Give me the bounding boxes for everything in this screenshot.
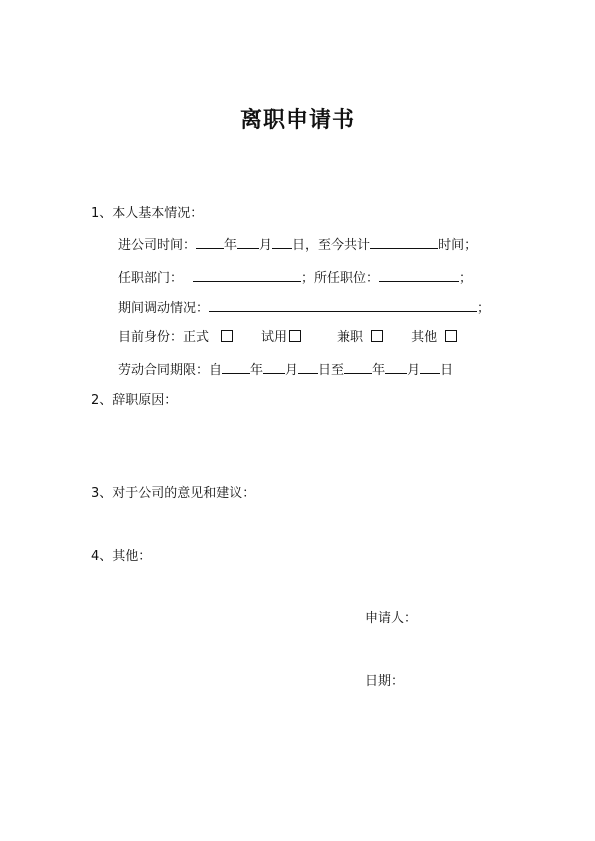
- join-year-blank[interactable]: [196, 235, 224, 249]
- date-label: 日期：: [365, 674, 405, 689]
- day-label: 日: [440, 363, 454, 378]
- section-2-heading: 2、辞职原因：: [91, 393, 178, 408]
- contract-start-month-blank[interactable]: [263, 360, 285, 374]
- month-label-3: 月: [407, 363, 421, 378]
- year-label-2: 年: [250, 363, 264, 378]
- join-date-label: 进公司时间：: [118, 238, 197, 253]
- tenure-blank[interactable]: [370, 235, 438, 249]
- position-blank[interactable]: [379, 268, 459, 282]
- join-day-blank[interactable]: [272, 235, 292, 249]
- checkbox-other[interactable]: [445, 330, 457, 342]
- contract-start-day-blank[interactable]: [298, 360, 318, 374]
- year-label-3: 年: [372, 363, 386, 378]
- position-label: ；所任职位：: [301, 271, 380, 286]
- transfer-label: 期间调动情况：: [118, 301, 210, 316]
- section-1-heading: 1、本人基本情况：: [91, 206, 204, 221]
- semicolon-2: ；: [477, 301, 491, 316]
- transfer-line: [118, 298, 490, 318]
- time-end-label: 时间；: [438, 238, 478, 253]
- status-option-regular: 正式: [183, 330, 210, 345]
- contract-line: [118, 360, 453, 380]
- checkbox-parttime[interactable]: [371, 330, 383, 342]
- transfer-blank[interactable]: [209, 298, 477, 312]
- contract-start-year-blank[interactable]: [222, 360, 250, 374]
- contract-end-day-blank[interactable]: [420, 360, 440, 374]
- day-to-label: 日至: [318, 363, 345, 378]
- department-blank[interactable]: [193, 268, 301, 282]
- join-date-line: [118, 235, 477, 255]
- status-line: [118, 329, 459, 347]
- contract-label: 劳动合同期限：自: [118, 363, 223, 378]
- status-label: 目前身份：: [118, 330, 184, 345]
- applicant-label: 申请人：: [365, 611, 418, 626]
- section-4-heading: 4、其他：: [91, 549, 152, 564]
- contract-end-year-blank[interactable]: [344, 360, 372, 374]
- day-until-label: 日，至今共计: [292, 238, 371, 253]
- status-option-probation: 试用: [261, 330, 288, 345]
- section-3-heading: 3、对于公司的意见和建议：: [91, 486, 256, 501]
- department-label: 任职部门：: [118, 271, 184, 286]
- department-line: [118, 268, 472, 288]
- month-label: 月: [259, 238, 273, 253]
- checkbox-regular[interactable]: [221, 330, 233, 342]
- contract-end-month-blank[interactable]: [385, 360, 407, 374]
- status-option-other: 其他: [411, 330, 438, 345]
- join-month-blank[interactable]: [237, 235, 259, 249]
- semicolon-1: ；: [459, 271, 473, 286]
- status-option-parttime: 兼职: [337, 330, 364, 345]
- document-title: 离职申请书: [239, 108, 355, 133]
- year-label: 年: [224, 238, 238, 253]
- month-label-2: 月: [285, 363, 299, 378]
- checkbox-probation[interactable]: [289, 330, 301, 342]
